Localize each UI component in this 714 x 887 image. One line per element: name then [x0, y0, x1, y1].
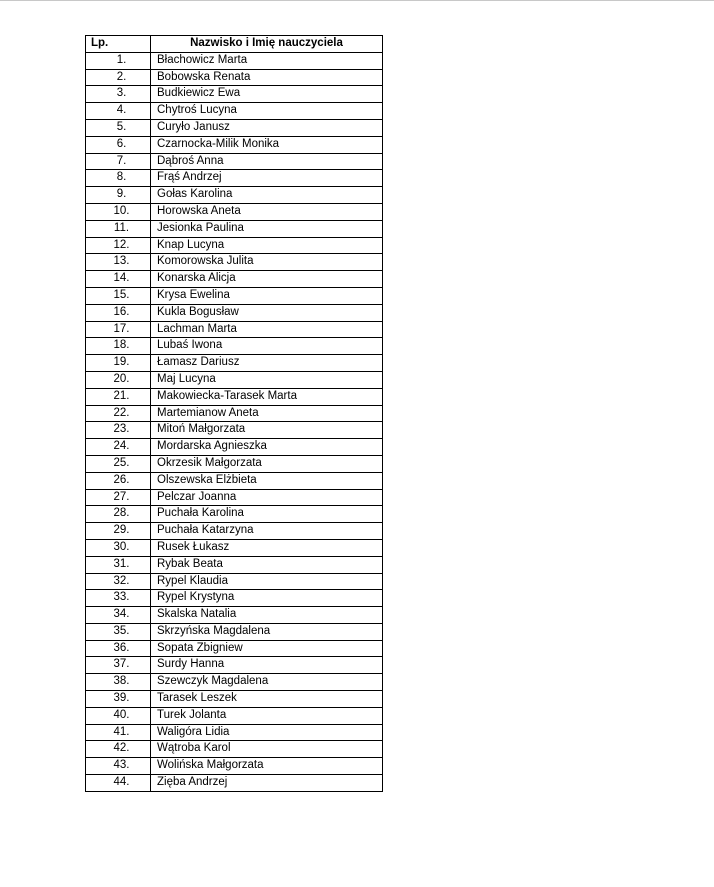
table-row [86, 590, 383, 607]
row-number: 35. [86, 623, 151, 640]
teacher-name: Horowska Aneta [151, 203, 383, 220]
table-row [86, 136, 383, 153]
table-row [86, 287, 383, 304]
table-row [86, 539, 383, 556]
page-top-border [0, 0, 714, 1]
teacher-name: Rypel Klaudia [151, 573, 383, 590]
table-row [86, 724, 383, 741]
table-row [86, 556, 383, 573]
table-row [86, 355, 383, 372]
teacher-name: Martemianow Aneta [151, 405, 383, 422]
teacher-name: Turek Jolanta [151, 707, 383, 724]
row-number: 37. [86, 657, 151, 674]
row-number: 12. [86, 237, 151, 254]
table-row [86, 455, 383, 472]
table-row [86, 371, 383, 388]
row-number: 14. [86, 271, 151, 288]
row-number: 3. [86, 86, 151, 103]
table-row [86, 623, 383, 640]
row-number: 16. [86, 304, 151, 321]
row-number: 29. [86, 523, 151, 540]
row-number: 44. [86, 775, 151, 792]
table-row [86, 103, 383, 120]
teacher-list-table [85, 35, 383, 792]
row-number: 10. [86, 203, 151, 220]
teacher-name: Bobowska Renata [151, 69, 383, 86]
teacher-name: Pelczar Joanna [151, 489, 383, 506]
table-row [86, 119, 383, 136]
row-number: 30. [86, 539, 151, 556]
teacher-name: Lubaś Iwona [151, 338, 383, 355]
teacher-name: Chytroś Lucyna [151, 103, 383, 120]
row-number: 34. [86, 607, 151, 624]
row-number: 28. [86, 506, 151, 523]
table-row [86, 220, 383, 237]
table-row [86, 573, 383, 590]
table-row [86, 758, 383, 775]
table-row [86, 321, 383, 338]
row-number: 20. [86, 371, 151, 388]
row-number: 8. [86, 170, 151, 187]
table-row [86, 69, 383, 86]
teacher-name: Mordarska Agnieszka [151, 439, 383, 456]
row-number: 19. [86, 355, 151, 372]
teacher-name: Rusek Łukasz [151, 539, 383, 556]
row-number: 5. [86, 119, 151, 136]
teacher-name: Knap Lucyna [151, 237, 383, 254]
row-number: 21. [86, 388, 151, 405]
row-number: 26. [86, 472, 151, 489]
table-row [86, 86, 383, 103]
row-number: 22. [86, 405, 151, 422]
teacher-name: Komorowska Julita [151, 254, 383, 271]
row-number: 43. [86, 758, 151, 775]
teacher-name: Dąbroś Anna [151, 153, 383, 170]
table-row [86, 187, 383, 204]
table-row [86, 707, 383, 724]
teacher-name: Frąś Andrzej [151, 170, 383, 187]
table-row [86, 523, 383, 540]
teacher-name: Krysa Ewelina [151, 287, 383, 304]
row-number: 42. [86, 741, 151, 758]
table-row [86, 472, 383, 489]
table-row [86, 153, 383, 170]
teacher-name: Wątroba Karol [151, 741, 383, 758]
table-row [86, 691, 383, 708]
teacher-name: Budkiewicz Ewa [151, 86, 383, 103]
row-number: 25. [86, 455, 151, 472]
teacher-name: Jesionka Paulina [151, 220, 383, 237]
teacher-name: Surdy Hanna [151, 657, 383, 674]
row-number: 18. [86, 338, 151, 355]
table-row [86, 489, 383, 506]
teacher-name: Błachowicz Marta [151, 52, 383, 69]
table-row [86, 388, 383, 405]
row-number: 13. [86, 254, 151, 271]
teacher-name: Curyło Janusz [151, 119, 383, 136]
table-row [86, 237, 383, 254]
table-row [86, 338, 383, 355]
table-header-row [86, 36, 383, 53]
row-number: 6. [86, 136, 151, 153]
header-name: Nazwisko i Imię nauczyciela [151, 36, 383, 53]
row-number: 40. [86, 707, 151, 724]
row-number: 11. [86, 220, 151, 237]
row-number: 17. [86, 321, 151, 338]
teacher-name: Puchała Katarzyna [151, 523, 383, 540]
table-row [86, 439, 383, 456]
row-number: 38. [86, 674, 151, 691]
row-number: 9. [86, 187, 151, 204]
row-number: 33. [86, 590, 151, 607]
teacher-name: Kukla Bogusław [151, 304, 383, 321]
table-row [86, 775, 383, 792]
teacher-name: Olszewska Elżbieta [151, 472, 383, 489]
teacher-name: Maj Lucyna [151, 371, 383, 388]
row-number: 7. [86, 153, 151, 170]
table-row [86, 52, 383, 69]
row-number: 41. [86, 724, 151, 741]
teacher-name: Lachman Marta [151, 321, 383, 338]
teacher-name: Rypel Krystyna [151, 590, 383, 607]
table-row [86, 640, 383, 657]
teacher-name: Wolińska Małgorzata [151, 758, 383, 775]
table-row [86, 422, 383, 439]
teacher-name: Waligóra Lidia [151, 724, 383, 741]
row-number: 1. [86, 52, 151, 69]
row-number: 2. [86, 69, 151, 86]
row-number: 15. [86, 287, 151, 304]
teacher-name: Łamasz Dariusz [151, 355, 383, 372]
row-number: 31. [86, 556, 151, 573]
row-number: 24. [86, 439, 151, 456]
header-lp: Lp. [86, 36, 151, 53]
teacher-name: Skrzyńska Magdalena [151, 623, 383, 640]
table-row [86, 203, 383, 220]
teacher-name: Zięba Andrzej [151, 775, 383, 792]
table-row [86, 405, 383, 422]
row-number: 32. [86, 573, 151, 590]
teacher-name: Makowiecka-Tarasek Marta [151, 388, 383, 405]
teacher-name: Czarnocka-Milik Monika [151, 136, 383, 153]
table-row [86, 170, 383, 187]
row-number: 4. [86, 103, 151, 120]
row-number: 23. [86, 422, 151, 439]
table-row [86, 506, 383, 523]
table-row [86, 607, 383, 624]
table-row [86, 254, 383, 271]
teacher-name: Gołas Karolina [151, 187, 383, 204]
table-body [86, 52, 383, 791]
row-number: 39. [86, 691, 151, 708]
teacher-name: Okrzesik Małgorzata [151, 455, 383, 472]
teacher-name: Rybak Beata [151, 556, 383, 573]
teacher-name: Tarasek Leszek [151, 691, 383, 708]
row-number: 27. [86, 489, 151, 506]
table-row [86, 304, 383, 321]
table-row [86, 741, 383, 758]
table-row [86, 657, 383, 674]
teacher-name: Puchała Karolina [151, 506, 383, 523]
teacher-name: Mitoń Małgorzata [151, 422, 383, 439]
teacher-name: Skalska Natalia [151, 607, 383, 624]
teacher-name: Konarska Alicja [151, 271, 383, 288]
teacher-name: Sopata Zbigniew [151, 640, 383, 657]
table-row [86, 674, 383, 691]
table-row [86, 271, 383, 288]
row-number: 36. [86, 640, 151, 657]
teacher-name: Szewczyk Magdalena [151, 674, 383, 691]
